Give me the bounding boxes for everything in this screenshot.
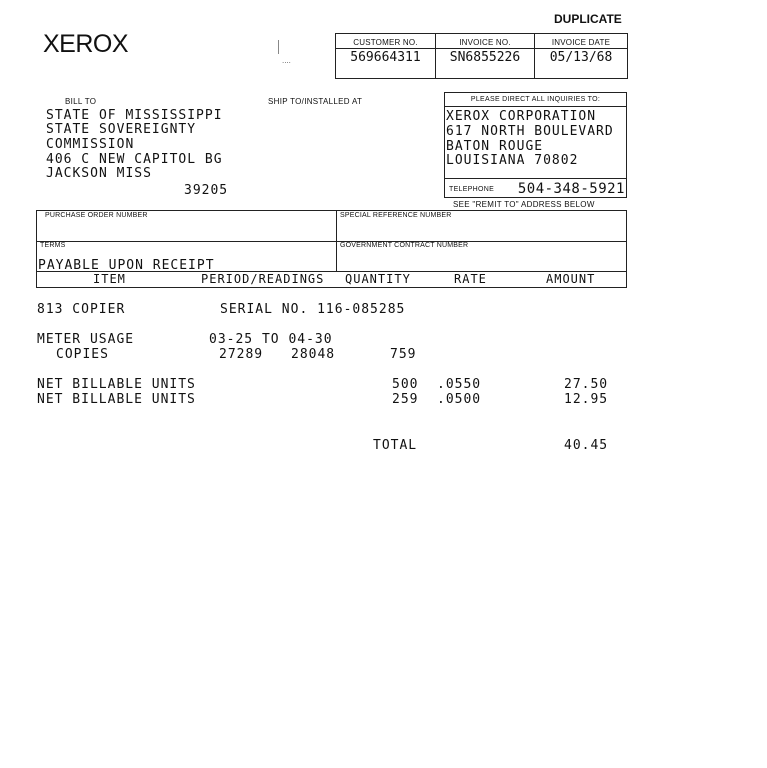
duplicate-stamp: DUPLICATE (554, 12, 622, 26)
remit-to-note: SEE "REMIT TO" ADDRESS BELOW (453, 200, 595, 209)
billable-quantity: 259 (392, 392, 419, 407)
reading-start: 27289 (219, 347, 264, 362)
bill-to-line: 406 C NEW CAPITOL BG (46, 152, 223, 167)
invoice-header-table (335, 33, 628, 79)
billable-quantity: 500 (392, 377, 419, 392)
gov-contract-label: GOVERNMENT CONTRACT NUMBER (340, 242, 469, 249)
total-label: TOTAL (373, 438, 418, 453)
stray-dots: .... (282, 56, 291, 65)
column-header-amount: AMOUNT (546, 272, 596, 286)
column-header-rate: RATE (454, 272, 487, 286)
stray-mark (278, 40, 283, 54)
xerox-logo: XEROX (43, 30, 129, 58)
invoice-date-cell (535, 34, 627, 78)
ship-to-label: SHIP TO/INSTALLED AT (268, 97, 363, 106)
item-description: 813 COPIER (37, 302, 126, 317)
invoice-no-label: INVOICE NO. (459, 38, 511, 47)
column-header-item: ITEM (93, 272, 126, 286)
billable-rate: .0500 (437, 392, 482, 407)
customer-no-label: CUSTOMER NO. (353, 38, 418, 47)
bill-to-label: BILL TO (65, 97, 97, 106)
total-amount: 40.45 (564, 438, 609, 453)
column-header-period: PERIOD/READINGS (201, 272, 325, 286)
inquiries-line: 617 NORTH BOULEVARD (446, 124, 614, 139)
invoice-date-label: INVOICE DATE (551, 38, 611, 47)
terms-label: TERMS (40, 242, 66, 249)
inquiries-line: LOUISIANA 70802 (446, 153, 579, 168)
billable-label: NET BILLABLE UNITS (37, 392, 196, 407)
meter-usage-label: METER USAGE (37, 332, 135, 347)
billable-rate: .0550 (437, 377, 482, 392)
inquiries-label: PLEASE DIRECT ALL INQUIRIES TO: (470, 96, 601, 103)
invoice-no-value: SN6855226 (449, 50, 521, 65)
bill-to-line: STATE SOVEREIGNTY (46, 122, 197, 137)
inquiries-line: BATON ROUGE (446, 139, 544, 154)
customer-no-value: 569664311 (350, 50, 421, 65)
billable-label: NET BILLABLE UNITS (37, 377, 196, 392)
invoice-no-cell (436, 34, 535, 78)
billing-period: 03-25 TO 04-30 (209, 332, 333, 347)
telephone-label: TELEPHONE (449, 186, 495, 193)
inquiries-line: XEROX CORPORATION (446, 109, 597, 124)
po-number-label: PURCHASE ORDER NUMBER (45, 212, 148, 219)
bill-to-line: JACKSON MISS (46, 166, 152, 181)
serial-number: SERIAL NO. 116-085285 (220, 302, 406, 317)
bill-to-line: STATE OF MISSISSIPPI (46, 108, 223, 123)
invoice-date-value: 05/13/68 (549, 50, 613, 65)
billable-amount: 27.50 (564, 377, 609, 392)
billable-amount: 12.95 (564, 392, 609, 407)
customer-no-cell (336, 34, 436, 78)
column-header-quantity: QUANTITY (345, 272, 411, 286)
reading-end: 28048 (291, 347, 336, 362)
bill-to-line: COMMISSION (46, 137, 135, 152)
copies-quantity: 759 (390, 347, 417, 362)
bill-to-zip: 39205 (184, 183, 229, 198)
telephone-value: 504-348-5921 (517, 181, 625, 197)
terms-value: PAYABLE UPON RECEIPT (38, 258, 215, 273)
special-reference-label: SPECIAL REFERENCE NUMBER (340, 212, 452, 219)
copies-label: COPIES (56, 347, 109, 362)
inquiries-box (444, 92, 627, 198)
